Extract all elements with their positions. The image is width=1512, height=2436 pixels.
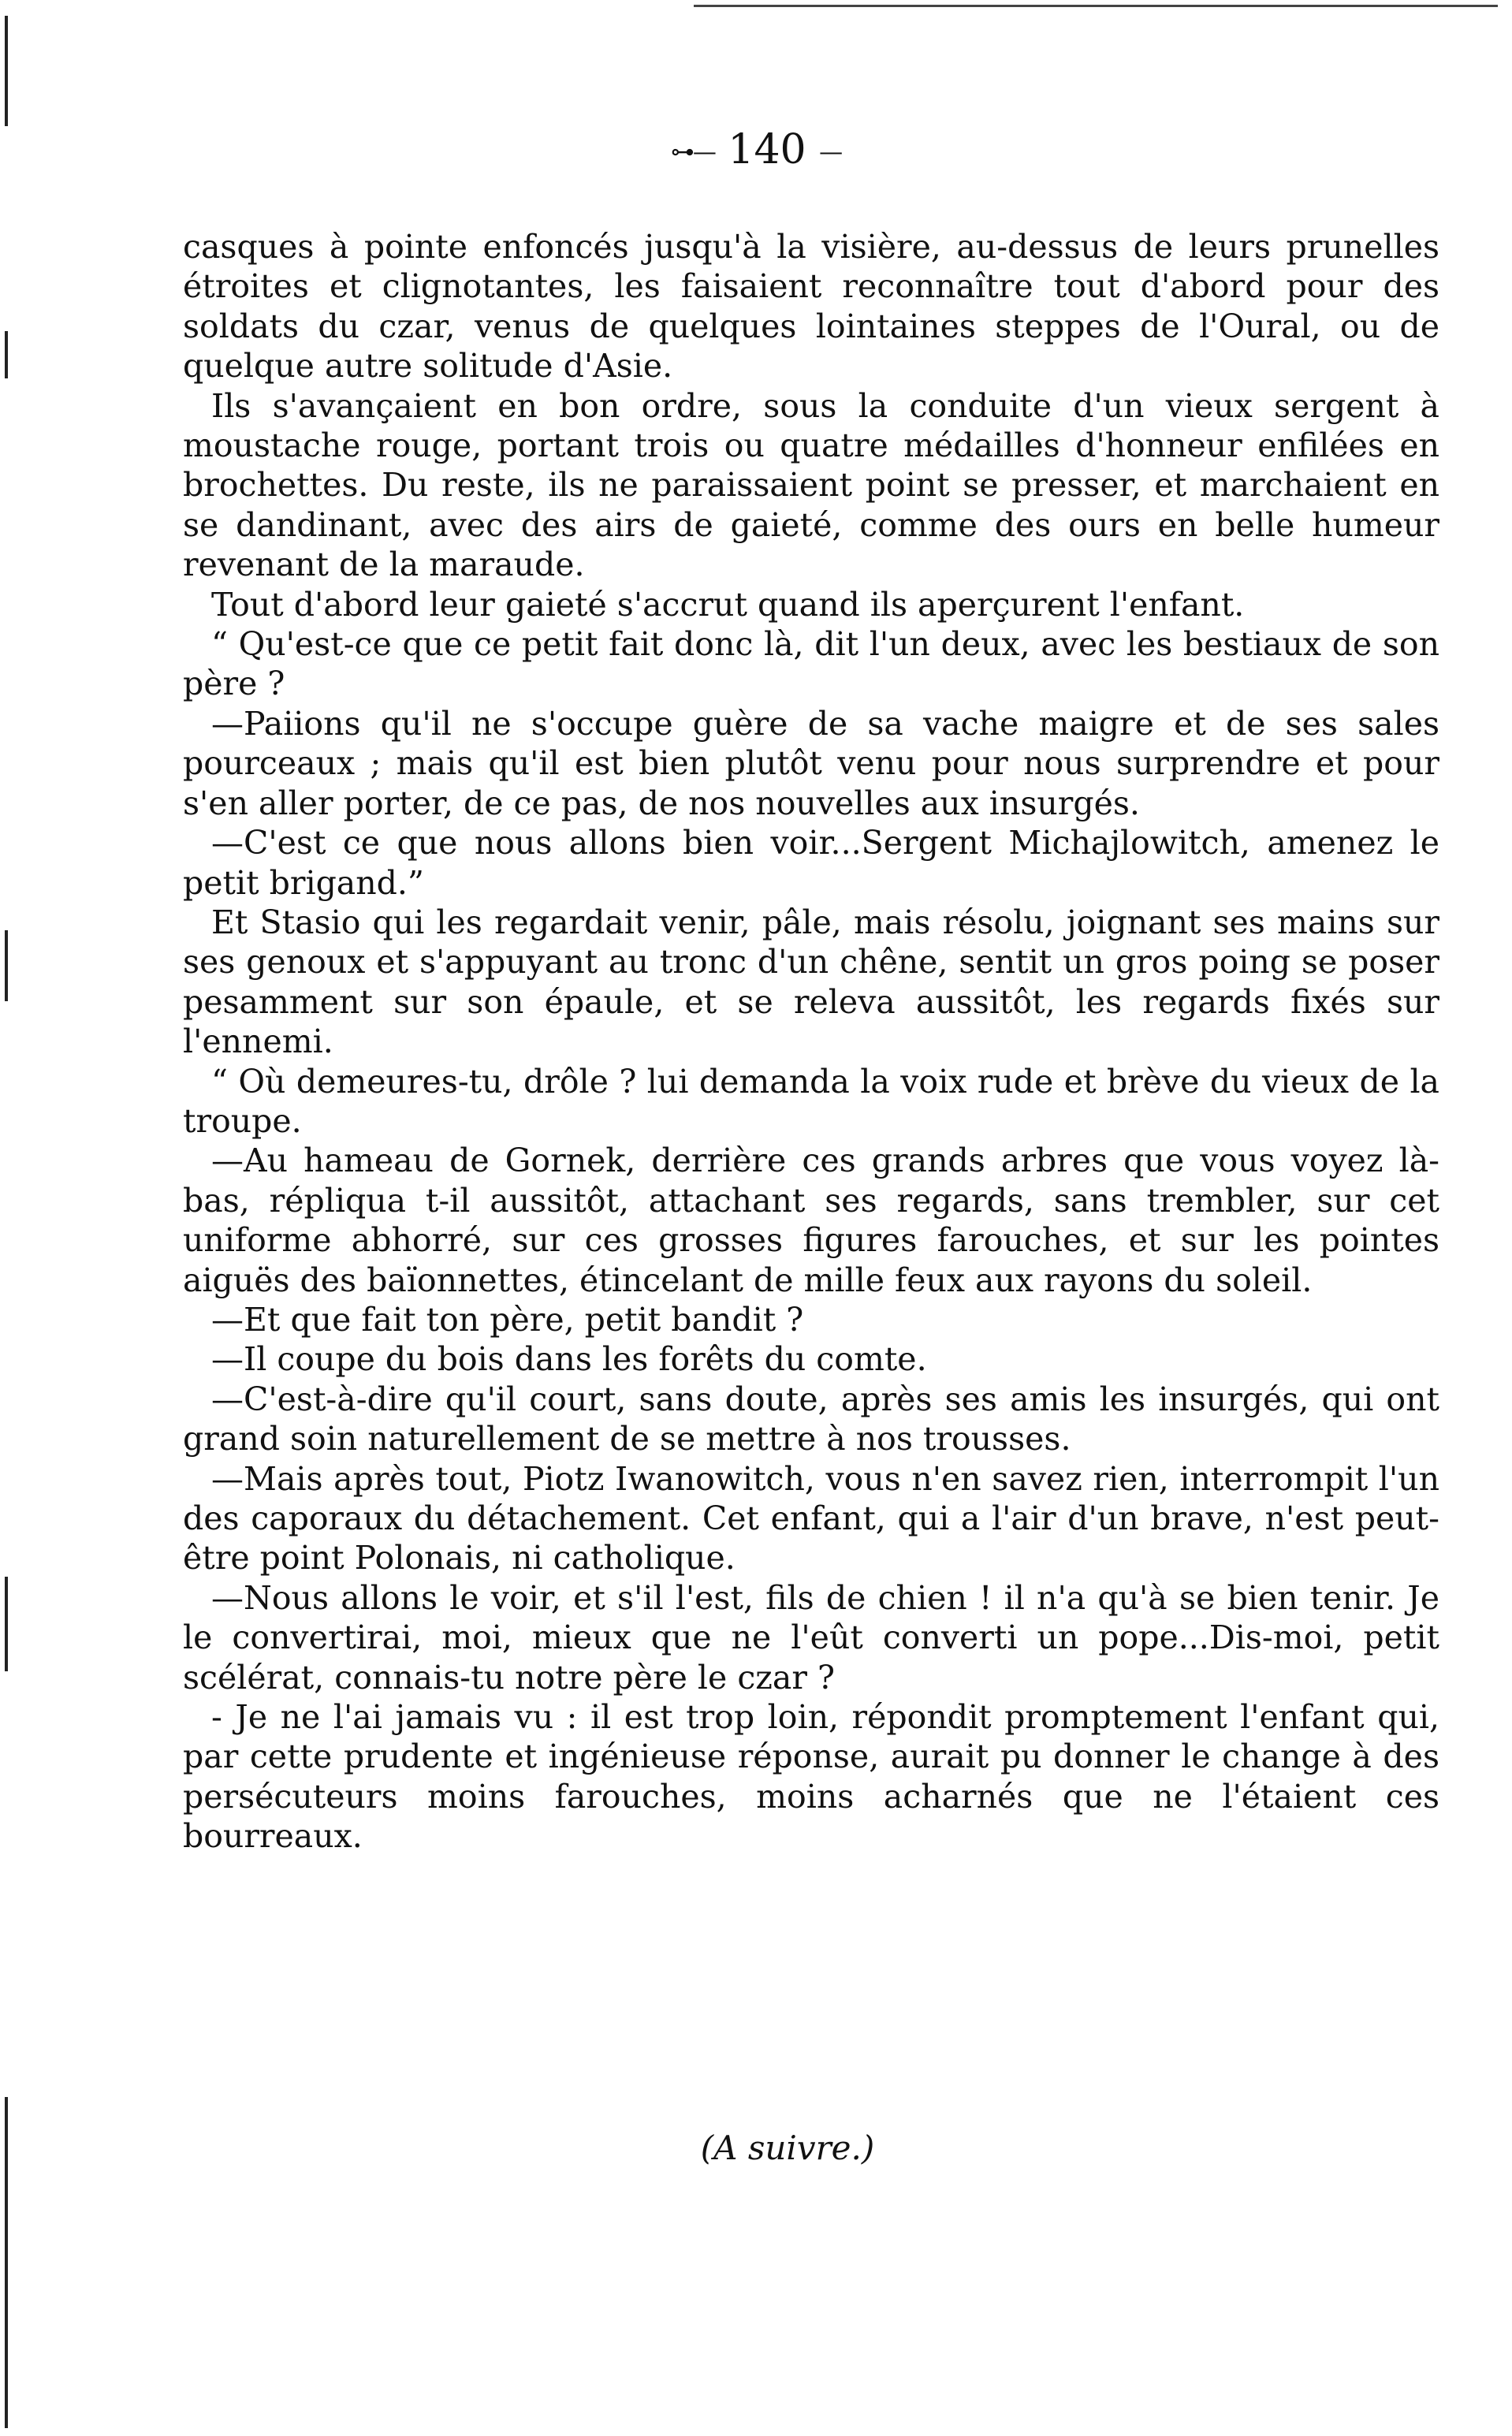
page-number: 140 — [728, 126, 806, 173]
ornament-left-icon: ⊶— — [670, 138, 715, 166]
paragraph: Tout d'abord leur gaieté s'accrut quand ils aperçurent l'enfant. — [211, 585, 1245, 624]
paragraph: Et Stasio qui les regardait venir, pâle, mais résolu, joignant ses mains sur ses genoux et s'appuyant au tronc d'un chêne, sentit un gros poing se poser pesamment sur son épaule, et se releva aussitôt, les regards fixés sur l'ennemi. — [183, 903, 1439, 1061]
to-be-continued — [0, 2129, 1512, 2167]
paragraph: —Mais après tout, Piotz Iwanowitch, vous n'en savez rien, interrompit l'un des caporaux du détachement. Cet enfant, qui a l'air d'un brave, n'est peut-être point Polonais, ni catholique. — [183, 1459, 1439, 1577]
paragraph: —C'est-à-dire qu'il court, sans doute, après ses amis les insurgés, qui ont grand soin naturellement de se mettre à nos trousses. — [183, 1380, 1439, 1458]
page-header — [0, 126, 1512, 177]
footer-text: (A suivre.) — [700, 2129, 875, 2167]
paragraph: - Je ne l'ai jamais vu : il est trop loin, répondit promptement l'enfant qui, par cette prudente et ingénieuse réponse, aurait pu donner le change à des persécuteurs moins farouches, moins acharnés que ne l'étaient ces bourreaux. — [183, 1698, 1439, 1856]
paragraph: —C'est ce que nous allons bien voir...Sergent Michajlowitch, amenez le petit brigand.” — [183, 824, 1439, 902]
body-text — [183, 227, 1439, 1857]
scan-top-rule — [694, 5, 1498, 7]
paragraph: —Et que fait ton père, petit bandit ? — [211, 1300, 804, 1339]
paragraph: “ Qu'est-ce que ce petit fait donc là, dit l'un deux, avec les bestiaux de son père ? — [183, 625, 1439, 703]
scan-edge-mark — [5, 1577, 8, 1671]
scan-edge-mark — [5, 331, 8, 378]
scan-edge-mark — [5, 930, 8, 1001]
paragraph: casques à pointe enfoncés jusqu'à la visière, au-dessus de leurs prunelles étroites et clignotantes, les faisaient reconnaître tout d'abord pour des soldats du czar, venus de quelques lointaines steppes de l'Oural, ou de quelque autre solitude d'Asie. — [183, 228, 1439, 386]
paragraph: —Il coupe du bois dans les forêts du comte. — [211, 1340, 927, 1379]
scan-edge-mark — [5, 16, 8, 126]
paragraph: —Nous allons le voir, et s'il l'est, fils de chien ! il n'a qu'à se bien tenir. Je le convertirai, moi, mieux que ne l'eût converti un pope...Dis-moi, petit scélérat, connais-tu notre père le czar ? — [183, 1578, 1439, 1697]
paragraph: “ Où demeures-tu, drôle ? lui demanda la voix rude et brève du vieux de la troupe. — [183, 1062, 1439, 1140]
ornament-right-icon: — — [819, 138, 842, 166]
paragraph: Ils s'avançaient en bon ordre, sous la conduite d'un vieux sergent à moustache rouge, portant trois ou quatre médailles d'honneur enfilées en brochettes. Du reste, ils ne paraissaient point se presser, et marchaient en se dandinant, avec des airs de gaieté, comme des ours en belle humeur revenant de la maraude. — [183, 386, 1439, 584]
paragraph: —Au hameau de Gornek, derrière ces grands arbres que vous voyez là-bas, répliqua t-il aussitôt, attachant ses regards, sans trembler, sur cet uniforme abhorré, sur ces grosses figures farouches, et sur les pointes aiguës des baïonnettes, étincelant de mille feux aux rayons du soleil. — [183, 1142, 1439, 1299]
paragraph: —Paiions qu'il ne s'occupe guère de sa vache maigre et de ses sales pourceaux ; mais qu'il est bien plutôt venu pour nous surprendre et pour s'en aller porter, de ce pas, de nos nouvelles aux insurgés. — [183, 704, 1439, 822]
